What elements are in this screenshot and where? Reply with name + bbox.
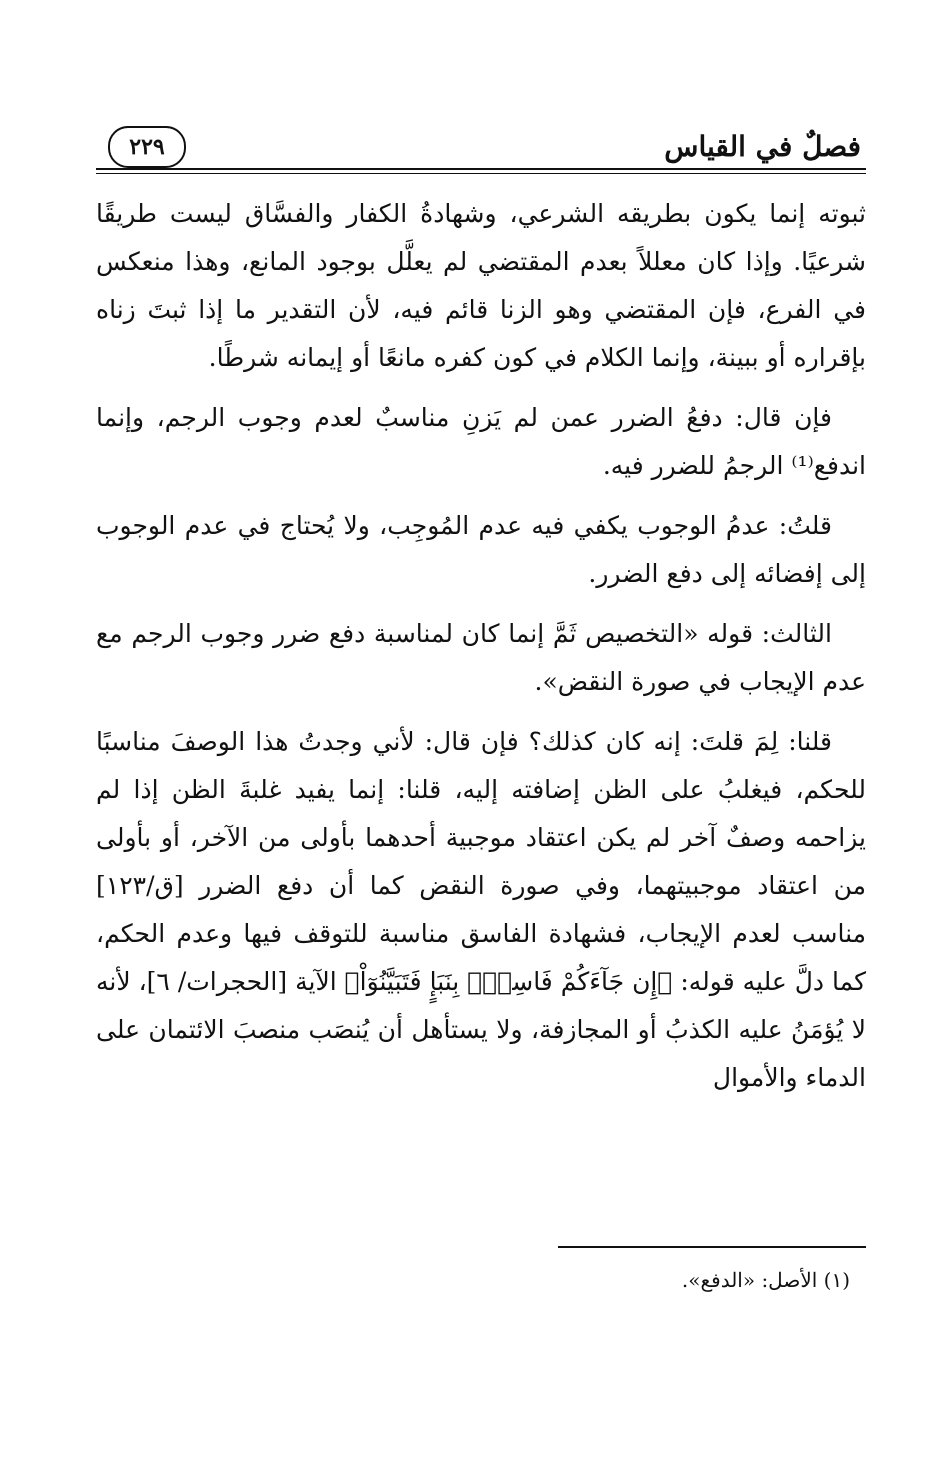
paragraph-3: قلتُ: عدمُ الوجوب يكفي فيه عدم المُوجِب، ولا يُحتاج في عدم الوجوب إلى إفضائه إلى دفع الضرر. (96, 511, 866, 588)
paragraph-2: فإن قال: دفعُ الضرر عمن لم يَزنِ مناسبٌ لعدم وجوب الرجم، وإنما اندفع⁽¹⁾ الرجمُ للضرر فيه. (96, 403, 866, 480)
page-number-badge: ٢٢٩ (108, 126, 186, 168)
footnote-rule (558, 1246, 866, 1248)
paragraph-4: الثالث: قوله «التخصيص ثَمَّ إنما كان لمناسبة دفع ضرر وجوب الرجم مع عدم الإيجاب في صورة النقض». (96, 619, 866, 696)
paragraph-5: قلنا: لِمَ قلتَ: إنه كان كذلك؟ فإن قال: لأني وجدتُ هذا الوصفَ مناسبًا للحكم، فيغلبُ على الظن إضافته إليه، قلنا: إنما يفيد غلبةَ الظن إذا لم يزاحمه وصفٌ آخر لم يكن اعتقاد موجبية أحدهما بأولى من الآخر، أو بأولى من اعتقاد موجبيتهما، وفي صورة النقض كما أن دفع الضرر [ق/١٢٣] مناسب لعدم الإيجاب، فشهادة الفاسق مناسبة للتوقف فيها وعدم الحكم، كما دلَّ عليه قوله: ﴿إِن جَآءَكُمْ فَاسِقُۢ بِنَبَإٍ فَتَبَيَّنُوٓاْ﴾ الآية [الحجرات/ ٦]، لأنه لا يُؤمَنُ عليه الكذبُ أو المجازفة، ولا يستأهل أن يُنصَب منصبَ الائتمان على الدماء والأموال (96, 727, 866, 1092)
chapter-title: فصلٌ في القياس (664, 130, 861, 163)
header-rule (96, 168, 866, 170)
body-text (96, 190, 866, 1114)
page-header (96, 120, 861, 172)
paragraph-1: ثبوته إنما يكون بطريقه الشرعي، وشهادةُ الكفار والفسَّاق ليست طريقًا شرعيًا. وإذا كان معللاً بعدم المقتضي لم يعلَّل بوجود المانع، وهذا منعكس في الفرع، فإن المقتضي وهو الزنا قائم فيه، لأن التقدير ما إذا ثبتَ زناه بإقراره أو ببينة، وإنما الكلام في كون كفره مانعًا أو إيمانه شرطًا. (96, 199, 866, 372)
header-rule-thin (96, 173, 866, 174)
footnote: (١) الأصل: «الدفع». (681, 1268, 850, 1292)
